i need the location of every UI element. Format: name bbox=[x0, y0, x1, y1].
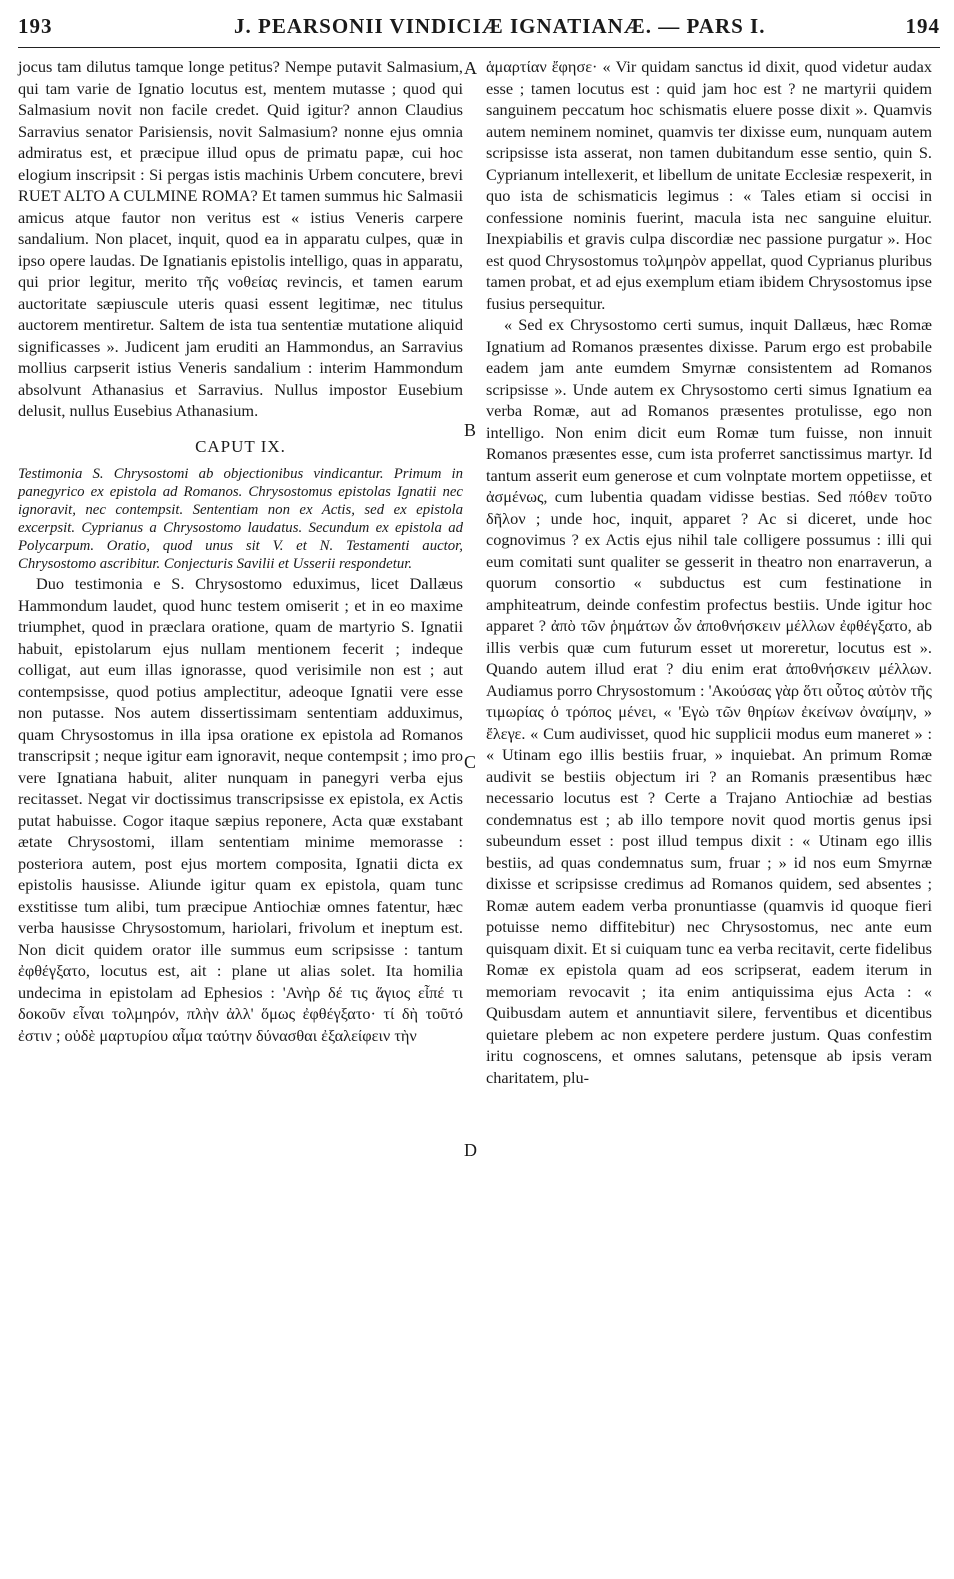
margin-letter-a: A bbox=[464, 58, 477, 78]
left-column bbox=[18, 56, 463, 1046]
header-rule bbox=[18, 47, 940, 48]
left-paragraph-2: Duo testimonia e S. Chrysostomo eduximus, licet Dallæus Hammondum laudet, quod hunc testem omiserit ; et in eo maxime triumphet, quod in præclara oratione, quam de martyrio S. Ignatii habuit, epistolarum ejus nullam mentionem fecerit ; indeque colligat, aut eum illas ignorasse, quod verisimile non est ; aut contempsisse, quod potius amplectitur, adeoque Ignatii vere esse non putasse. Nos autem dissertissimam sententiam adduximus, quam Chrysostomus in illa ipsa oratione ex epistola ad Romanos transcripsit ; neque igitur eam ignoravit, neque contempsit ; imo pro vere Ignatiana habuit, aliter nunquam in panegyri verba ejus recitasset. Negat vir doctissimus transcripsisse ex epistola, ex Actis putat habuisse. Cogor itaque sæpius reponere, Acta quæ exstabant ætate Chrysostomi, illam sententiam minime memorasse : posteriora autem, post ejus mortem composita, Ignatii dicta ex epistolis hausisse. Aliunde igitur quam ex epistola, quam tunc exstitisse tum alibi, tum præcipue Antiochiæ omnes fatentur, hæc verba hausisse Chrysostomum, hariolari, frivolum et ineptum est. Non dicit quidem orator ille summus eum scripsisse : tantum ἐφθέγξατο, locutus est, ait : plane ut alias solet. Ita homilia undecima in epistolam ad Ephesios : 'Ανὴρ δέ τις ἅγιος εἶπέ τι δοκοῦν εἶναι τολμηρόν, πλὴν ἀλλ' ὅμως ἐφθέγξατο· τί δὴ τοῦτό ἐστιν ; οὐδὲ μαρτυρίου αἷμα ταύτην δύνασθαι ἐξαλείφειν τὴν bbox=[18, 574, 463, 1045]
right-paragraph-2: « Sed ex Chrysostomo certi sumus, inquit Dallæus, hæc Romæ Ignatium ad Romanos præsentes dixisse. Parum ergo est probabile eadem jam ante eumdem Smyrnæ consistentem ad Romanos scripsisse ». Unde autem ex Chrysostomo certi simus Ignatium ea verba Romæ, aut ad Romanos præsentes protulisse, ego non intelligo. Non enim dicit eum Romæ tum fuisse, non innuit Romanos præsentes esse, cum ista proferret sanctissimus martyr. Id tantum asserit eum generose et cum volnptate mortem oppetiisse, et ἀσμένως, cum lubentia quadam vidisse bestias. Sed πόθεν τοῦτο δῆλον ; unde hoc, inquit, apparet ? Ac si diceret, unde hoc cognovimus ? ex Actis ejus nihil tale colligere possumus : illi qui eum comitati sunt qualiter se gesserit in theatro non enarraverun, a quorum consortio « subductus est cum festinatione in amphiteatrum, deinde confestim profectus bestiis. Unde igitur hoc apparet ? ἀπὸ τῶν ῥημάτων ὧν ἀποθνήσκειν μέλλων ἐφθέγξατο, ab illis verbis quæ cum futurum esset ut moreretur, locutus est ». Quando autem illud erat ? diu enim erat ἀποθνήσκειν μέλλων. Audiamus porro Chrysostomum : 'Ακούσας γὰρ ὅτι οὗτος αὐτὸν τῆς τιμωρίας ὁ τρόπος μένει, « 'Εγὼ τῶν θηρίων ἐκείνων ὀναίμην, » ἔλεγε. « Cum audivisset, quod hic supplicii modus eum maneret » : « Utinam ego illis bestiis fruar, » inquiebat. An primum Romæ audivit se bestiis objectum iri ? an Romanis præsentibus hæc necessario locutus est ? Certe a Trajano Antiochiæ ad bestias condemnatus est ; ab illo tempore novit quod mortis genus ipsi subeundum esset : post illud tempus dixit : « Utinam ego illis bestiis, ad quas condemnatus sum, fruar ; » id nos eum Smyrnæ dixisse et scripsisse credimus ad Romanos quidem, sed absentes ; Romæ autem eadem verba pronuntiasse (quamvis id quoque fieri potuisse nemo diffitebitur) nec Chrysostomus, nec ante eum quisquam dixit. Et si cuiquam tunc ea verba recitavit, certe fidelibus Romæ ex epistola quam ad eos scripserat, eadem iterum in memoriam revocavit ; ita enim antiquissima ejus Acta : « Quibusdam autem et annuntiavit silere, ferventibus et dicentibus quietare plebem ac non expetere perdere justum. Quas confestim iritu cognoscens, et omnes salutans, petensque ab ipsis veram charitatem, plu- bbox=[486, 315, 932, 1087]
left-page-number: 193 bbox=[18, 14, 53, 38]
right-page-number: 194 bbox=[905, 14, 940, 38]
margin-letter-b: B bbox=[464, 420, 477, 440]
right-column bbox=[486, 56, 932, 1088]
margin-letter-c: C bbox=[464, 752, 477, 772]
left-paragraph-1: jocus tam dilutus tamque longe petitus? Nempe putavit Salmasium, qui tam varie de Ignatio locutus est, mentem mutasse ; quod qui Salmasium novit non facile credet. Quid igitur? annon Claudius Sarravius senator Parisiensis, novit Salmasium? nonne ejus omnia admiratus est, et præcipue illud opus de primatu papæ, cui hoc elogium inscripsit : Si pergas istis machinis Urbem concutere, brevi RUET ALTO A CULMINE ROMA? Et tamen summus hic Salmasii amicus atque fautor non veritus est « istius Veneris carpere sandalium. Non placet, inquit, quod ea in apparatu culpes, quæ in ipso opere laudas. De Ignatianis epistolis intelligo, quas in apparatu, qui prior legitur, merito τῆς νοθείας revincis, et tamen earum auctoritate sæpiuscule uteris quasi essent legitimæ, nec titulus auctorem mentiretur. Saltem de ista tua sententiæ mutatione aliquid significasses ». Judicent jam eruditi an Hammondus, an Sarravius mollius carpserit istius Veneris sandalium : interim Hammondum absolvunt Athanasius et Sarravius. Nullus impostor Eusebium delusit, nullus Eusebius Athanasium. bbox=[18, 57, 463, 420]
right-paragraph-1: ἁμαρτίαν ἔφησε· « Vir quidam sanctus id dixit, quod videtur audax esse ; tamen locutus est : quid jam hoc est ? ne martyrii quidem sanguinem peccatum hoc schismatis eluere posse dixit ». Quamvis autem neminem nominet, quamvis ter dixisse eum, nunquam autem scripsisse ista asserat, non tamen dubitandum esse sentio, quin S. Cyprianum intellexerit, et libellum de unitate Ecclesiæ respexerit, in quo ista de schismaticis legimus : « Tales etiam si occisi in confessione nominis fuerint, macula ista nec sanguine eluitur. Inexpiabilis et gravis culpa discordiæ nec passione purgatur ». Hoc est quod Chrysostomus τολμηρὸν appellat, quod Cyprianus pluribus tamen probat, et ad ejus exemplum etiam ibidem Chrysostomus ipse fusius persequitur. bbox=[486, 57, 932, 313]
chapter-summary: Testimonia S. Chrysostomi ab objectionibus vindicantur. Primum in panegyrico ex epistola ad Romanos. Chrysostomus epistolas Ignatii nec ignoravit, nec contempsit. Sententiam non ex Actis, sed ex epistola excerpsit. Cyprianus a Chrysostomo laudatus. Secundum ex epistola ad Polycarpum. Oratio, quod unus sit V. et N. Testamenti auctor, Chrysostomo ascribitur. Conjecturis Savilii et Usserii respondetur. bbox=[18, 466, 463, 572]
running-title: J. PEARSONII VINDICIÆ IGNATIANÆ. — PARS I. bbox=[234, 14, 766, 38]
chapter-heading: CAPUT IX. bbox=[195, 436, 286, 456]
margin-letter-d: D bbox=[464, 1140, 477, 1160]
running-header bbox=[18, 14, 940, 48]
